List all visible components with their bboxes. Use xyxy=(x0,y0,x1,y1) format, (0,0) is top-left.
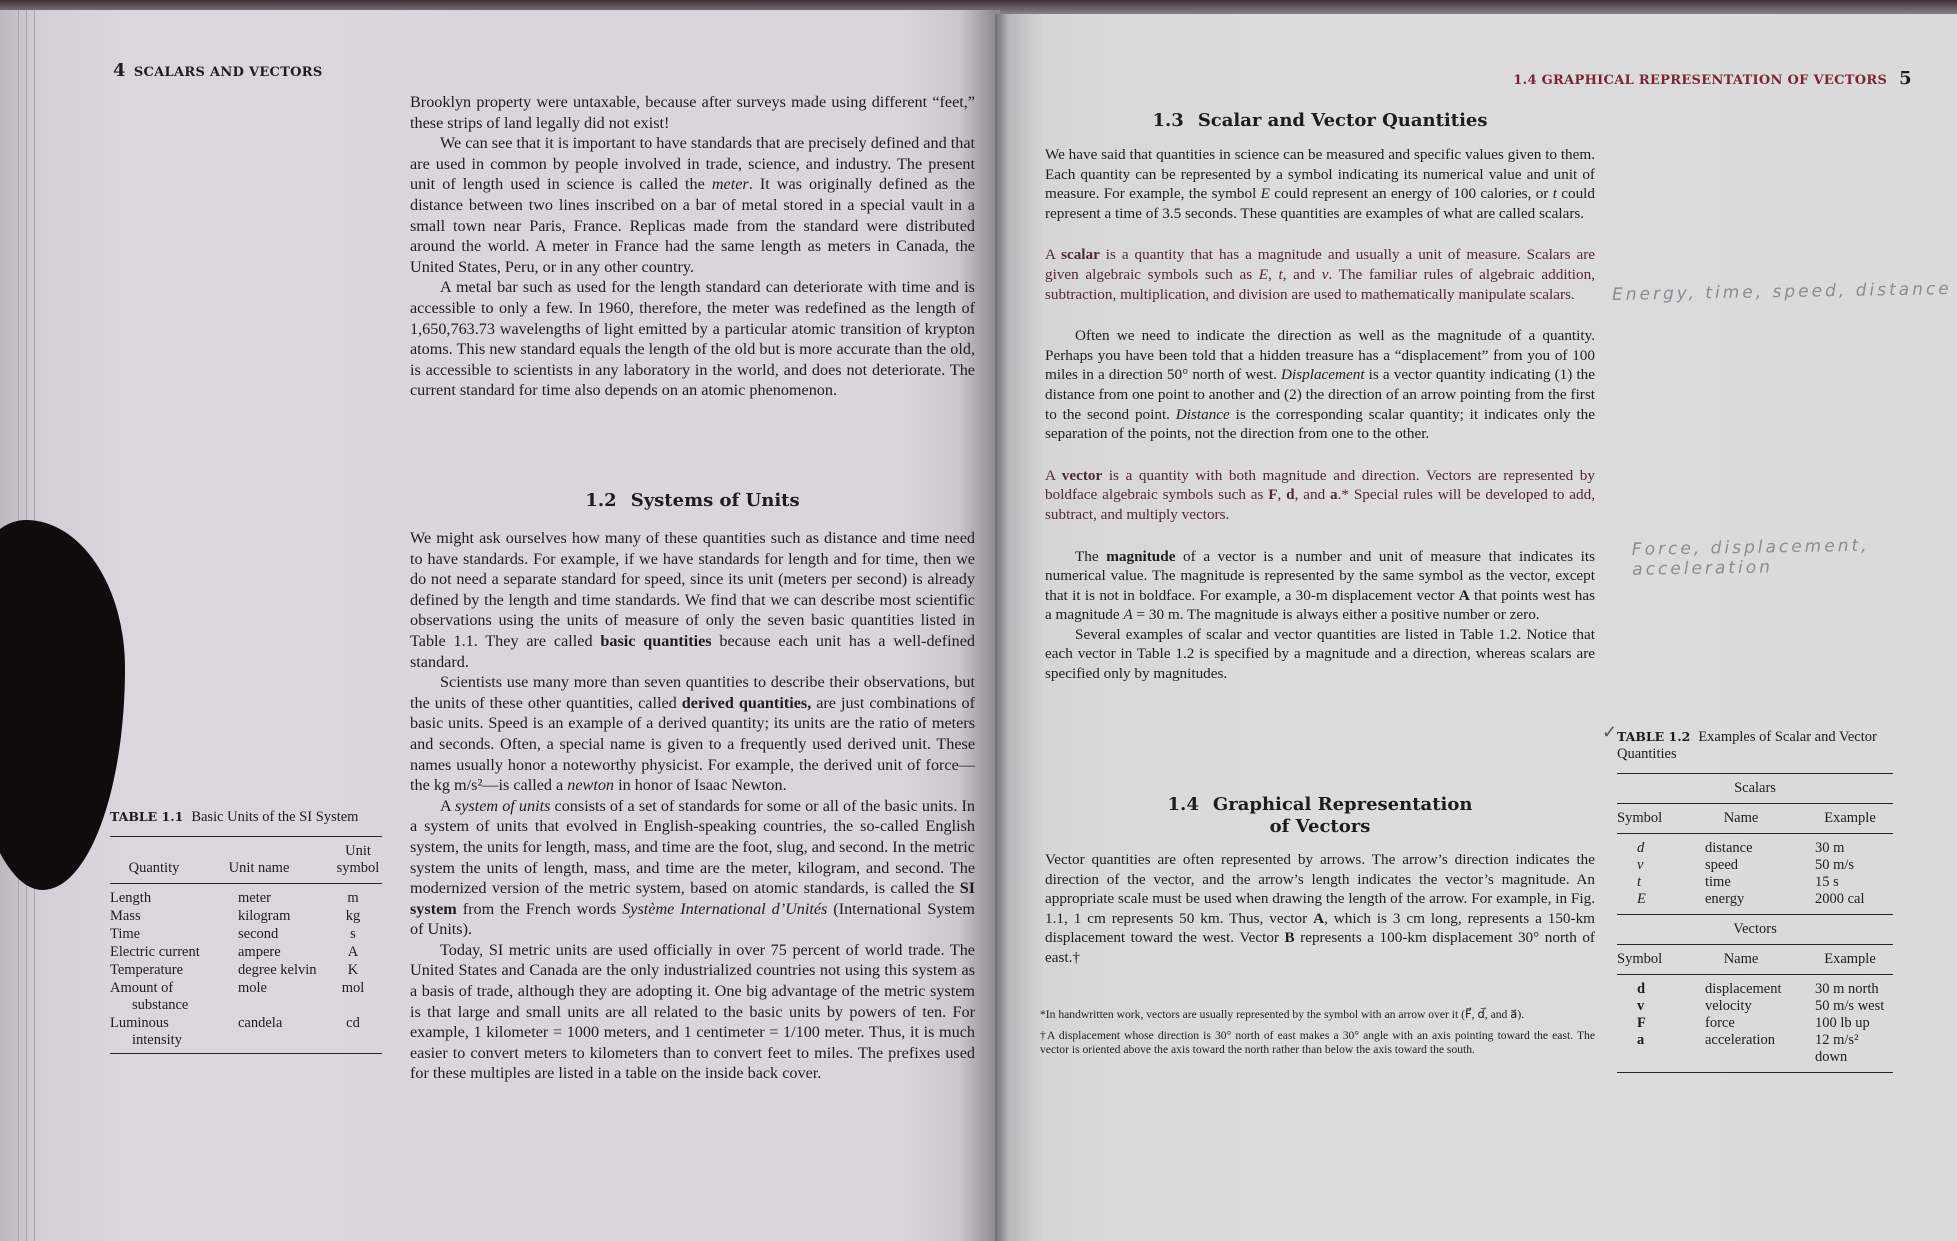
table-group-heading: Vectors xyxy=(1733,921,1777,937)
table-label: TABLE 1.2 xyxy=(1617,729,1691,744)
table-cell: 50 m/s west xyxy=(1815,998,1885,1014)
page-number: 5 xyxy=(1899,68,1912,89)
table-row xyxy=(110,908,382,925)
table-cell: 30 m xyxy=(1815,840,1845,856)
column-header: Unit symbol xyxy=(336,843,380,876)
italic-term: t xyxy=(1278,265,1283,283)
text-run: Brooklyn property were untaxable, because after surveys made using different “feet,” these strips of land legally did not exist! xyxy=(410,93,975,132)
table-cell: speed xyxy=(1705,857,1739,873)
table-cell: 50 m/s xyxy=(1815,857,1855,873)
left-running-head xyxy=(113,60,323,81)
table-1-2 xyxy=(1617,728,1893,1079)
table-rule xyxy=(1617,914,1893,915)
table-header-row xyxy=(1617,810,1893,827)
section-1-4-text xyxy=(1045,850,1595,968)
italic-term: Displacement xyxy=(1281,366,1365,384)
table-cell: Length xyxy=(110,890,152,906)
table-cell: 30 m north xyxy=(1815,981,1879,997)
table-cell: candela xyxy=(238,1015,283,1031)
text-run: is a quantity that has a magnitude and usually a unit of measure. Scalars are given algebraic symbols such as xyxy=(1045,246,1595,283)
italic-term: Système International d’Unités xyxy=(622,899,828,918)
section-title-line-2: of Vectors xyxy=(1269,816,1371,837)
paragraph xyxy=(1045,547,1595,625)
table-cell: ampere xyxy=(238,944,281,960)
section-1-3-text xyxy=(1045,145,1595,684)
symbol-cell: a xyxy=(1637,1032,1645,1048)
bold-term: vector xyxy=(1061,466,1103,484)
table-caption-text: Examples of Scalar and Vector Quantities xyxy=(1617,729,1877,762)
text-run: , and xyxy=(1294,486,1331,504)
footnote: *In handwritten work, vectors are usually represented by the symbol with an arrow over it (F⃗, d⃗, and a⃗). xyxy=(1040,1008,1525,1021)
paragraph xyxy=(1045,850,1595,968)
table-cell: 15 s xyxy=(1815,874,1839,890)
text-run: Today, SI metric units are used officially in over 75 percent of world trade. The United States and Canada are the only industrialized countries not using this system as a basis of trade, although they are adopting it. One big advantage of the metric system is that large and small units are all related to the basic units by powers of ten. For example, 1 kilometer = 1000 meters, and 1 centimeter = 1/100 meter. Thus, it is much easier to convert meters to kilometers than to convert feet to miles. The prefixes used for these multiples are listed in a table on the inside back cover. xyxy=(410,940,975,1083)
text-run: because each unit has a well-defined standard. xyxy=(410,631,976,671)
section-heading-1-2 xyxy=(410,490,975,512)
table-rule xyxy=(1617,833,1893,834)
text-run: in honor of Isaac Newton. xyxy=(614,776,787,795)
text-run: that points west has a magnitude xyxy=(1045,586,1595,624)
text-run: represents a 100-km displacement 30° north of east.† xyxy=(1045,929,1595,966)
italic-term: A xyxy=(1123,606,1133,624)
paragraph xyxy=(410,796,975,940)
running-head-text: 1.4 GRAPHICAL REPRESENTATION OF VECTORS xyxy=(1513,73,1888,88)
table-cell: displacement xyxy=(1705,981,1782,997)
text-run: A xyxy=(440,796,455,815)
table-rule xyxy=(1617,803,1893,804)
table-row xyxy=(110,890,382,907)
text-run: , xyxy=(1277,486,1287,504)
table-row xyxy=(110,926,382,943)
table-row xyxy=(110,1015,382,1049)
table-1-1 xyxy=(110,808,382,1060)
symbol-cell: v xyxy=(1637,998,1645,1014)
paragraph xyxy=(410,672,975,796)
table-row xyxy=(110,980,382,1014)
text-run: is a quantity with both magnitude and direction. Vectors are represented by boldface algebraic symbols such as xyxy=(1045,466,1595,504)
text-run: .* Special rules will be developed to add, subtract, and multiply vectors. xyxy=(1045,486,1596,523)
text-run: A xyxy=(1045,246,1062,264)
table-header-row xyxy=(110,843,382,877)
column-header: Example xyxy=(1824,951,1876,967)
table-cell: cd xyxy=(346,1015,360,1031)
table-cell: degree kelvin xyxy=(238,962,317,978)
table-cell: kilogram xyxy=(238,908,291,924)
table-row xyxy=(1617,1015,1893,1032)
section-title: Systems of Units xyxy=(630,490,800,511)
table-label: TABLE 1.1 xyxy=(110,809,184,824)
paragraph xyxy=(410,92,975,133)
table-cell: force xyxy=(1705,1015,1735,1031)
text-run: (International System of Units). xyxy=(410,899,975,939)
text-run: are just combinations of basic units. Speed is an example of a derived quantity; its units are the ratio of meters and seconds. Often, a special name is given to a frequently used derived unit. These names usually honor a noteworthy physicist. For example, the derived unit of force—the kg m/s²—is called a xyxy=(410,693,975,795)
column-header: Symbol xyxy=(1617,810,1663,826)
text-run: . The familiar rules of algebraic addition, subtraction, multiplication, and division are used to mathematically manipulate scalars. xyxy=(1045,265,1596,303)
symbol-cell: t xyxy=(1637,874,1642,890)
table-rule xyxy=(110,1053,382,1054)
column-header: Name xyxy=(1723,951,1759,967)
table-rule xyxy=(1617,773,1893,774)
table-cell: 100 lb up xyxy=(1815,1015,1870,1031)
paragraph xyxy=(1045,145,1595,223)
table-cell: s xyxy=(350,926,356,942)
bold-term: d xyxy=(1286,486,1295,504)
text-run: A xyxy=(1045,466,1062,484)
table-row xyxy=(110,962,382,979)
table-cell: acceleration xyxy=(1705,1032,1776,1048)
text-run: is a vector quantity indicating (1) the distance from one point to another and (2) the direction of an arrow pointing from the first to the second point. xyxy=(1045,366,1595,423)
definition-paragraph xyxy=(1045,466,1595,525)
bold-term: A xyxy=(1313,909,1325,927)
handwritten-note: Energy, time, speed, distance xyxy=(1611,279,1952,305)
column-header: Name xyxy=(1723,810,1759,826)
table-cell: 2000 cal xyxy=(1815,891,1865,907)
paragraph xyxy=(410,528,975,672)
text-run: , and xyxy=(1282,265,1322,283)
table-cell: Mass xyxy=(110,908,141,924)
running-head-text: SCALARS AND VECTORS xyxy=(133,65,323,80)
italic-term: system of units xyxy=(454,796,551,815)
table-cell: Luminous intensity xyxy=(110,1015,182,1048)
intro-text xyxy=(410,92,975,401)
section-heading-1-3 xyxy=(1045,110,1595,132)
footnotes xyxy=(1040,1008,1595,1064)
table-cell: time xyxy=(1705,874,1731,890)
italic-term: v xyxy=(1321,265,1329,283)
text-run: Often we need to indicate the direction as well as the magnitude of a quantity. Perhaps you have been told that a hidden treasure has a “displacement” from you of 100 miles in a direction 50° north of west. xyxy=(1045,327,1595,384)
table-rule xyxy=(110,836,382,837)
section-number: 1.3 xyxy=(1152,110,1184,131)
table-cell: mol xyxy=(341,980,365,996)
text-run: Scientists use many more than seven quantities to describe their observations, but the units of these other quantities, called xyxy=(410,673,975,712)
handwritten-note: Force, displacement, acceleration xyxy=(1631,535,1870,580)
paragraph xyxy=(410,940,975,1084)
table-cell: Time xyxy=(110,926,141,942)
table-row xyxy=(1617,1032,1893,1066)
table-caption xyxy=(1617,728,1893,763)
column-header: Symbol xyxy=(1617,951,1663,967)
symbol-cell: d xyxy=(1637,981,1646,997)
table-cell: energy xyxy=(1705,891,1745,907)
table-cell: second xyxy=(238,926,279,942)
text-run: . It was originally defined as the distance between two lines inscribed on a bar of metal stored in a special vault in a small town near Paris, France. Replicas made from the standard were distributed around the world. A meter in France had the same length as meters in Canada, the United States, Peru, or in any other country. xyxy=(410,175,975,276)
table-cell: Temperature xyxy=(110,962,184,978)
italic-term: newton xyxy=(567,776,615,795)
italic-term: E xyxy=(1258,265,1269,283)
text-run: is the corresponding scalar quantity; it indicates only the separation of the points, not the direction from one to the other. xyxy=(1045,405,1596,443)
bold-term: SI system xyxy=(410,879,975,918)
table-rule xyxy=(1617,974,1893,975)
column-header: Unit name xyxy=(228,860,290,876)
table-row xyxy=(1617,874,1893,891)
table-cell: m xyxy=(347,890,359,906)
section-title: Graphical Representation xyxy=(1212,794,1473,815)
table-cell: velocity xyxy=(1705,998,1752,1014)
checkmark-annotation: ✓ xyxy=(1602,722,1618,742)
text-run: We have said that quantities in science can be measured and specific values given to them. Each quantity can be represented by a symbol indicating its numerical value and unit of measure. For example, the symbol xyxy=(1045,146,1595,203)
table-cell: Amount of substance xyxy=(110,980,189,1013)
text-run: consists of a set of standards for some or all of the basic units. In a system of units that evolved in English-speaking countries, the so-called English system, the units for length, mass, and time are the foot, slug, and second. In the metric system the units of length, mass, and time are the meter, kilogram, and second. The modernized version of the metric system, based on atomic standards, is called the xyxy=(410,796,976,898)
text-run: , which is 3 cm long, represents a 150-km displacement toward the west. Vector xyxy=(1045,909,1595,947)
table-row xyxy=(1617,840,1893,857)
text-run: Vector quantities are often represented by arrows. The arrow’s direction indicates the direction of the vector, and the arrow’s length indicates the vector’s magnitude. An appropriate scale must be used when drawing the length of the arrow. For example, in Fig. 1.1, 1 cm represents 50 km. Thus, vector xyxy=(1045,851,1595,927)
symbol-cell: E xyxy=(1637,891,1646,907)
table-row xyxy=(1617,891,1893,908)
text-run: Several examples of scalar and vector quantities are listed in Table 1.2. Notice that each vector in Table 1.2 is specified by a magnitude and a direction, whereas scalars are specified only by magnitudes. xyxy=(1045,625,1595,683)
section-number: 1.4 xyxy=(1167,794,1199,815)
bold-term: basic quantities xyxy=(600,631,712,650)
table-row xyxy=(1617,981,1893,998)
text-run: We can see that it is important to have standards that are precisely defined and that are used in common by people involved in trade, science, and industry. The present unit of length used in science is called the xyxy=(410,134,975,194)
bold-term: scalar xyxy=(1061,246,1100,264)
table-caption xyxy=(110,808,382,826)
text-run: The xyxy=(1075,547,1107,565)
right-running-head xyxy=(1513,68,1912,89)
table-caption-text: Basic Units of the SI System xyxy=(191,809,359,825)
text-run: A metal bar such as used for the length standard can deteriorate with time and is accessible to only a few. In 1960, therefore, the meter was redefined as the length of 1,650,763.73 wavelengths of light emitted by a particular atomic transition of krypton atoms. This new standard equals the length of the old but is more accurate than the old, is accessible to scientists in any laboratory in the world, and does not deteriorate. The current standard for time also depends on an atomic phenomenon. xyxy=(410,278,975,400)
text-run: of a vector is a number and unit of measure that indicates its numerical value. The magnitude is represented by the same symbol as the vector, except that it is not in boldface. For example, a 30-m displacement vector xyxy=(1045,547,1595,604)
italic-term: meter xyxy=(711,175,749,194)
column-header: Example xyxy=(1824,810,1876,826)
bold-term: magnitude xyxy=(1106,547,1176,565)
section-number: 1.2 xyxy=(585,490,617,511)
text-run: We might ask ourselves how many of these quantities such as distance and time need to have standards. For example, if we have standards for length and for time, then we do not need a separate standard for speed, since its unit (meters per second) is already defined by the length and time standards. We find that we can describe most scientific observations using the units of measure of only the seven basic quantities listed in Table 1.1. They are called xyxy=(410,529,975,650)
italic-term: E xyxy=(1260,185,1270,203)
table-row xyxy=(1617,998,1893,1015)
table-cell: K xyxy=(347,962,359,978)
bold-term: a xyxy=(1330,486,1338,504)
section-heading-1-4 xyxy=(1045,794,1595,838)
bold-term: A xyxy=(1458,586,1470,604)
symbol-cell: F xyxy=(1637,1015,1646,1031)
page-number: 4 xyxy=(113,60,126,81)
bold-term: derived quantities, xyxy=(681,693,812,712)
text-run: = 30 m. The magnitude is always either a positive number or zero. xyxy=(1132,606,1540,624)
paragraph xyxy=(1045,326,1595,444)
section-title: Scalar and Vector Quantities xyxy=(1197,110,1488,131)
text-run: could represent a time of 3.5 seconds. These quantities are examples of what are called scalars. xyxy=(1045,185,1595,222)
vectors-body xyxy=(1617,981,1893,1066)
table-cell: Electric current xyxy=(110,944,200,960)
paragraph xyxy=(410,277,975,401)
table-row xyxy=(1617,857,1893,874)
table-cell: 12 m/s² down xyxy=(1815,1032,1859,1065)
table-cell: kg xyxy=(345,908,361,924)
paragraph xyxy=(410,133,975,277)
table-cell: A xyxy=(347,944,359,960)
scalars-body xyxy=(1617,840,1893,908)
italic-term: Distance xyxy=(1175,405,1230,423)
text-run: from the French words xyxy=(456,899,623,918)
table-cell: meter xyxy=(238,890,272,906)
table-rule xyxy=(110,883,382,884)
table-cell: mole xyxy=(238,980,267,996)
table-group-heading: Scalars xyxy=(1734,780,1776,796)
table-row xyxy=(110,944,382,961)
table-header-row xyxy=(1617,951,1893,968)
table-body xyxy=(110,890,382,1049)
table-rule xyxy=(1617,1072,1893,1073)
definition-paragraph xyxy=(1045,245,1595,304)
column-header: Quantity xyxy=(128,860,180,876)
symbol-cell: d xyxy=(1637,840,1645,856)
table-rule xyxy=(1617,944,1893,945)
symbol-cell: v xyxy=(1637,857,1644,873)
paragraph xyxy=(1045,625,1595,684)
footnote: †A displacement whose direction is 30° north of east makes a 30° angle with an axis pointing toward the east. The vector is oriented above the axis toward the north rather than below the axis toward the south. xyxy=(1040,1028,1595,1056)
table-cell: distance xyxy=(1705,840,1753,856)
bold-term: F xyxy=(1268,486,1278,504)
text-run: , xyxy=(1268,265,1279,283)
italic-term: t xyxy=(1552,185,1557,203)
section-1-2-text xyxy=(410,528,975,1084)
text-run: could represent an energy of 100 calories, or xyxy=(1269,185,1553,203)
bold-term: B xyxy=(1284,929,1295,947)
